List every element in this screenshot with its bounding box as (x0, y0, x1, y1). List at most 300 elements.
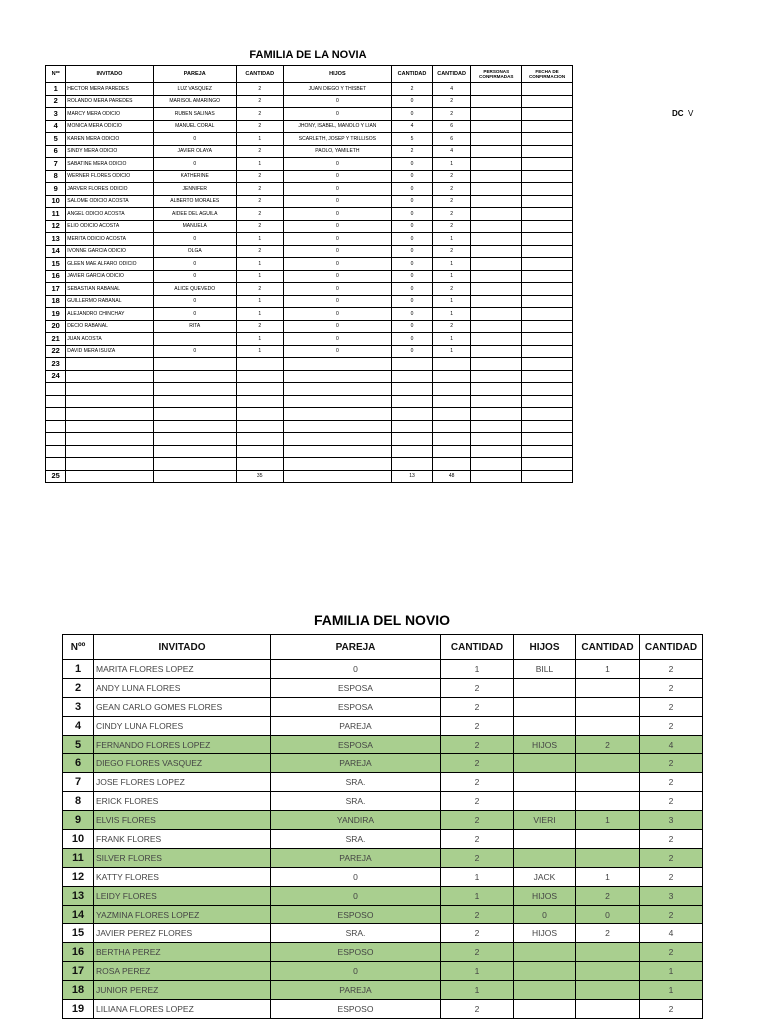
table-row (46, 133, 573, 146)
cell-cantidad: 2 (236, 145, 283, 158)
table-row (63, 811, 703, 830)
cell-fecha-confirmacion (522, 283, 573, 296)
cell-number: 4 (46, 120, 66, 133)
cell-cantidad: 2 (441, 678, 514, 697)
cell-invitado: JARVER FLORES ODICIO (66, 183, 153, 196)
table-row (46, 458, 573, 471)
cell-pareja (153, 458, 236, 471)
cell-fecha-confirmacion (522, 470, 573, 483)
table-row (63, 716, 703, 735)
cell-cantidad: 1 (441, 962, 514, 981)
cell-cantidad-2: 1 (576, 811, 640, 830)
header-cantidad-3: CANTIDAD (432, 66, 471, 83)
table-row (46, 120, 573, 133)
header-hijos: HIJOS (283, 66, 392, 83)
cell-cantidad-3: 1 (640, 962, 703, 981)
cell-pareja: 0 (153, 158, 236, 171)
cell-hijos (283, 370, 392, 383)
cell-cantidad-2 (392, 395, 433, 408)
cell-hijos (514, 754, 576, 773)
cell-number: 18 (46, 295, 66, 308)
cell-cantidad: 2 (236, 95, 283, 108)
cell-pareja: PAREJA (271, 716, 441, 735)
table-row (46, 320, 573, 333)
cell-cantidad: 1 (236, 333, 283, 346)
cell-invitado: JUNIOR PEREZ (94, 981, 271, 1000)
cell-cantidad-3: 1 (432, 233, 471, 246)
cell-invitado: JAVIER PEREZ FLORES (94, 924, 271, 943)
cell-invitado: GEAN CARLO GOMES FLORES (94, 697, 271, 716)
cell-pareja: 0 (271, 886, 441, 905)
table-row (63, 886, 703, 905)
cell-cantidad-2 (576, 848, 640, 867)
cell-number: 10 (46, 195, 66, 208)
side-note (672, 109, 693, 118)
cell-cantidad-2 (392, 383, 433, 396)
cell-fecha-confirmacion (522, 183, 573, 196)
cell-invitado: DIEGO FLORES VASQUEZ (94, 754, 271, 773)
cell-cantidad: 2 (441, 943, 514, 962)
cell-fecha-confirmacion (522, 245, 573, 258)
table-row (46, 233, 573, 246)
cell-fecha-confirmacion (522, 120, 573, 133)
cell-pareja: ALICE QUEVEDO (153, 283, 236, 296)
cell-cantidad: 1 (441, 660, 514, 679)
cell-invitado: JOSE FLORES LOPEZ (94, 773, 271, 792)
cell-invitado: BERTHA PEREZ (94, 943, 271, 962)
table-row (63, 867, 703, 886)
cell-cantidad: 1 (236, 295, 283, 308)
cell-pareja: ESPOSO (271, 1000, 441, 1019)
cell-cantidad-2: 1 (576, 660, 640, 679)
cell-number: 12 (63, 867, 94, 886)
cell-fecha-confirmacion (522, 433, 573, 446)
cell-invitado: CINDY LUNA FLORES (94, 716, 271, 735)
table-row (46, 83, 573, 96)
cell-cantidad: 2 (441, 735, 514, 754)
cell-cantidad-2 (576, 943, 640, 962)
cell-personas-confirmadas (471, 270, 522, 283)
cell-cantidad: 1 (441, 867, 514, 886)
table-row (63, 905, 703, 924)
cell-fecha-confirmacion (522, 333, 573, 346)
cell-cantidad (236, 433, 283, 446)
cell-personas-confirmadas (471, 420, 522, 433)
cell-personas-confirmadas (471, 445, 522, 458)
cell-number: 1 (63, 660, 94, 679)
cell-cantidad: 2 (236, 83, 283, 96)
cell-invitado: ANDY LUNA FLORES (94, 678, 271, 697)
cell-cantidad-3: 2 (640, 678, 703, 697)
cell-personas-confirmadas (471, 158, 522, 171)
cell-pareja: 0 (153, 133, 236, 146)
cell-personas-confirmadas (471, 170, 522, 183)
cell-cantidad-2 (392, 358, 433, 371)
cell-cantidad-3: 3 (640, 886, 703, 905)
cell-personas-confirmadas (471, 408, 522, 421)
bride-table-title: FAMILIA DE LA NOVIA (249, 49, 367, 61)
cell-fecha-confirmacion (522, 233, 573, 246)
cell-cantidad: 2 (236, 195, 283, 208)
table-row (46, 108, 573, 121)
cell-invitado: IVONNE GARCIA ODICIO (66, 245, 153, 258)
cell-personas-confirmadas (471, 108, 522, 121)
cell-personas-confirmadas (471, 195, 522, 208)
cell-personas-confirmadas (471, 145, 522, 158)
header-cantidad-2: CANTIDAD (392, 66, 433, 83)
cell-cantidad: 1 (236, 345, 283, 358)
cell-invitado (66, 408, 153, 421)
groom-table-body (63, 660, 703, 1019)
cell-cantidad-3: 2 (432, 195, 471, 208)
cell-cantidad-2 (576, 773, 640, 792)
cell-cantidad-2 (576, 981, 640, 1000)
cell-cantidad-3: 4 (640, 735, 703, 754)
cell-invitado: KAREN MERA ODICIO (66, 133, 153, 146)
cell-pareja: 0 (271, 660, 441, 679)
groom-guest-table (62, 634, 703, 1019)
cell-number: 13 (46, 233, 66, 246)
cell-cantidad-3: 4 (640, 924, 703, 943)
cell-cantidad-2: 0 (392, 183, 433, 196)
cell-cantidad-3: 1 (640, 981, 703, 1000)
cell-fecha-confirmacion (522, 108, 573, 121)
cell-hijos: JUAN DIEGO Y THISBET (283, 83, 392, 96)
cell-hijos (283, 383, 392, 396)
cell-cantidad-2: 2 (576, 735, 640, 754)
table-row (63, 678, 703, 697)
cell-invitado: GUILLERMO RABANAL (66, 295, 153, 308)
cell-cantidad (236, 408, 283, 421)
cell-invitado: ROLANDO MERA PAREDES (66, 95, 153, 108)
cell-cantidad: 2 (236, 245, 283, 258)
cell-pareja (153, 358, 236, 371)
table-row (46, 208, 573, 221)
cell-cantidad-3 (432, 395, 471, 408)
cell-hijos: 0 (283, 233, 392, 246)
table-row (63, 943, 703, 962)
cell-cantidad: 2 (236, 283, 283, 296)
cell-number: 15 (63, 924, 94, 943)
cell-number: 2 (63, 678, 94, 697)
cell-number: 7 (63, 773, 94, 792)
cell-pareja (153, 395, 236, 408)
cell-cantidad-3 (432, 370, 471, 383)
cell-hijos (514, 678, 576, 697)
cell-cantidad: 2 (236, 120, 283, 133)
cell-cantidad: 2 (441, 773, 514, 792)
cell-pareja: 0 (153, 233, 236, 246)
cell-cantidad-3: 2 (640, 848, 703, 867)
cell-cantidad-3: 6 (432, 133, 471, 146)
cell-cantidad: 2 (441, 697, 514, 716)
cell-pareja: KATHERINE (153, 170, 236, 183)
cell-cantidad-3: 2 (432, 245, 471, 258)
cell-number (46, 383, 66, 396)
header-personas-confirmadas: PERSONAS CONFIRMADAS (471, 66, 522, 83)
cell-pareja: 0 (153, 258, 236, 271)
cell-fecha-confirmacion (522, 395, 573, 408)
cell-cantidad-2 (576, 716, 640, 735)
cell-cantidad-2 (392, 458, 433, 471)
cell-number: 22 (46, 345, 66, 358)
cell-hijos: 0 (283, 345, 392, 358)
cell-number: 18 (63, 981, 94, 1000)
cell-number (46, 395, 66, 408)
cell-cantidad-2: 0 (392, 220, 433, 233)
cell-hijos (283, 420, 392, 433)
cell-number: 14 (63, 905, 94, 924)
cell-pareja: JENNIFER (153, 183, 236, 196)
header-cantidad-2: CANTIDAD (576, 635, 640, 660)
cell-hijos (514, 943, 576, 962)
cell-pareja: ESPOSA (271, 678, 441, 697)
cell-cantidad: 2 (441, 811, 514, 830)
cell-hijos: 0 (283, 208, 392, 221)
table-row (46, 183, 573, 196)
table-row (63, 830, 703, 849)
cell-pareja (153, 370, 236, 383)
header-fecha-confirmacion: FECHA DE CONFIRMACION (522, 66, 573, 83)
cell-cantidad-2 (392, 420, 433, 433)
header-cantidad-3: CANTIDAD (640, 635, 703, 660)
cell-cantidad-3: 2 (640, 773, 703, 792)
cell-pareja: MARISOL AMARINGO (153, 95, 236, 108)
table-row (63, 773, 703, 792)
cell-personas-confirmadas (471, 395, 522, 408)
cell-cantidad-2: 2 (576, 924, 640, 943)
cell-cantidad-2: 0 (392, 95, 433, 108)
cell-cantidad-3 (432, 383, 471, 396)
cell-pareja: JAVIER OLAYA (153, 145, 236, 158)
table-row (46, 145, 573, 158)
cell-fecha-confirmacion (522, 320, 573, 333)
cell-cantidad: 1 (236, 233, 283, 246)
cell-number: 23 (46, 358, 66, 371)
cell-cantidad-2: 0 (576, 905, 640, 924)
cell-invitado (66, 420, 153, 433)
cell-hijos (514, 830, 576, 849)
cell-hijos: HIJOS (514, 886, 576, 905)
cell-cantidad-3: 2 (432, 108, 471, 121)
cell-cantidad-3: 48 (432, 470, 471, 483)
cell-personas-confirmadas (471, 320, 522, 333)
cell-invitado: HECTOR MERA PAREDES (66, 83, 153, 96)
cell-invitado: ELIO ODICIO ACOSTA (66, 220, 153, 233)
cell-fecha-confirmacion (522, 95, 573, 108)
cell-hijos (283, 470, 392, 483)
cell-cantidad-2 (576, 697, 640, 716)
cell-cantidad: 2 (236, 108, 283, 121)
cell-cantidad-3 (432, 445, 471, 458)
cell-personas-confirmadas (471, 83, 522, 96)
cell-cantidad-3: 6 (432, 120, 471, 133)
cell-cantidad-3 (432, 420, 471, 433)
header-number: Nºº (63, 635, 94, 660)
cell-cantidad (236, 370, 283, 383)
cell-fecha-confirmacion (522, 258, 573, 271)
table-row (46, 158, 573, 171)
cell-fecha-confirmacion (522, 408, 573, 421)
cell-invitado: ROSA PEREZ (94, 962, 271, 981)
cell-cantidad-2 (392, 445, 433, 458)
cell-personas-confirmadas (471, 133, 522, 146)
cell-cantidad-2 (576, 962, 640, 981)
cell-number: 16 (46, 270, 66, 283)
cell-number: 17 (63, 962, 94, 981)
cell-cantidad-3: 2 (640, 697, 703, 716)
cell-cantidad-2 (392, 433, 433, 446)
cell-pareja: PAREJA (271, 848, 441, 867)
cell-number: 17 (46, 283, 66, 296)
cell-personas-confirmadas (471, 433, 522, 446)
cell-cantidad: 2 (441, 754, 514, 773)
cell-personas-confirmadas (471, 470, 522, 483)
cell-fecha-confirmacion (522, 295, 573, 308)
cell-hijos (283, 395, 392, 408)
cell-invitado: WERNER FLORES ODICIO (66, 170, 153, 183)
cell-hijos: 0 (283, 270, 392, 283)
cell-cantidad-3: 2 (640, 792, 703, 811)
header-hijos: HIJOS (514, 635, 576, 660)
cell-number: 6 (63, 754, 94, 773)
table-row (46, 345, 573, 358)
cell-hijos (283, 358, 392, 371)
table-row (46, 445, 573, 458)
cell-pareja: 0 (153, 270, 236, 283)
cell-cantidad: 1 (441, 981, 514, 1000)
cell-fecha-confirmacion (522, 158, 573, 171)
cell-hijos (514, 773, 576, 792)
cell-hijos: 0 (283, 195, 392, 208)
cell-cantidad-3: 2 (640, 754, 703, 773)
cell-cantidad: 2 (441, 792, 514, 811)
table-row (46, 433, 573, 446)
groom-header-row (63, 635, 703, 660)
cell-cantidad-2: 5 (392, 133, 433, 146)
cell-number (46, 433, 66, 446)
cell-personas-confirmadas (471, 283, 522, 296)
cell-hijos: JACK (514, 867, 576, 886)
cell-invitado: GLEEN MAE ALFARO ODICIO (66, 258, 153, 271)
cell-hijos: HIJOS (514, 735, 576, 754)
cell-pareja: PAREJA (271, 754, 441, 773)
cell-cantidad-2: 0 (392, 258, 433, 271)
cell-invitado: DAVID MERA ISUIZA (66, 345, 153, 358)
cell-number: 4 (63, 716, 94, 735)
table-row (63, 735, 703, 754)
cell-pareja: YANDIRA (271, 811, 441, 830)
cell-invitado: SALOME ODICIO ACOSTA (66, 195, 153, 208)
cell-cantidad-3: 2 (640, 716, 703, 735)
cell-fecha-confirmacion (522, 220, 573, 233)
cell-fecha-confirmacion (522, 420, 573, 433)
cell-fecha-confirmacion (522, 345, 573, 358)
cell-number (46, 458, 66, 471)
cell-invitado (66, 370, 153, 383)
cell-fecha-confirmacion (522, 383, 573, 396)
cell-number: 19 (46, 308, 66, 321)
table-row (63, 962, 703, 981)
table-row (46, 283, 573, 296)
cell-cantidad-3: 2 (432, 95, 471, 108)
cell-cantidad: 1 (441, 886, 514, 905)
cell-cantidad-3: 1 (432, 345, 471, 358)
cell-cantidad-2: 0 (392, 295, 433, 308)
cell-cantidad-3 (432, 458, 471, 471)
cell-cantidad-2: 0 (392, 308, 433, 321)
table-row (63, 1000, 703, 1019)
cell-invitado (66, 458, 153, 471)
cell-invitado (66, 395, 153, 408)
cell-pareja (153, 433, 236, 446)
cell-pareja (153, 420, 236, 433)
cell-cantidad: 2 (441, 924, 514, 943)
cell-number: 20 (46, 320, 66, 333)
cell-hijos (283, 458, 392, 471)
cell-hijos (514, 962, 576, 981)
table-row (46, 383, 573, 396)
cell-hijos (514, 1000, 576, 1019)
cell-pareja (153, 333, 236, 346)
cell-cantidad-2: 0 (392, 320, 433, 333)
cell-pareja: ESPOSO (271, 905, 441, 924)
cell-cantidad-2: 0 (392, 233, 433, 246)
cell-cantidad (236, 458, 283, 471)
cell-number: 5 (63, 735, 94, 754)
cell-hijos (514, 981, 576, 1000)
cell-cantidad-3: 1 (432, 333, 471, 346)
cell-fecha-confirmacion (522, 83, 573, 96)
cell-invitado (66, 445, 153, 458)
table-row (46, 408, 573, 421)
cell-pareja: LUZ VASQUEZ (153, 83, 236, 96)
cell-invitado: KATTY FLORES (94, 867, 271, 886)
cell-cantidad: 2 (441, 830, 514, 849)
groom-table-title: FAMILIA DEL NOVIO (313, 612, 451, 628)
cell-pareja: SRA. (271, 924, 441, 943)
cell-pareja: MANUELA (153, 220, 236, 233)
cell-hijos: 0 (514, 905, 576, 924)
cell-cantidad-2: 0 (392, 283, 433, 296)
cell-hijos: BILL (514, 660, 576, 679)
cell-number: 8 (46, 170, 66, 183)
cell-fecha-confirmacion (522, 308, 573, 321)
header-cantidad: CANTIDAD (441, 635, 514, 660)
cell-pareja: 0 (153, 295, 236, 308)
cell-cantidad-2 (576, 754, 640, 773)
cell-invitado: LEIDY FLORES (94, 886, 271, 905)
cell-fecha-confirmacion (522, 458, 573, 471)
table-row (46, 270, 573, 283)
cell-cantidad: 2 (441, 1000, 514, 1019)
cell-cantidad-2: 13 (392, 470, 433, 483)
cell-number: 21 (46, 333, 66, 346)
cell-hijos (514, 697, 576, 716)
cell-personas-confirmadas (471, 333, 522, 346)
table-row (46, 258, 573, 271)
table-row (63, 981, 703, 1000)
cell-invitado: SABATINE MERA ODICIO (66, 158, 153, 171)
cell-cantidad: 35 (236, 470, 283, 483)
cell-invitado: FRANK FLORES (94, 830, 271, 849)
cell-cantidad-3: 2 (640, 867, 703, 886)
cell-invitado: FERNANDO FLORES LOPEZ (94, 735, 271, 754)
table-row (46, 220, 573, 233)
cell-cantidad-3: 1 (432, 270, 471, 283)
cell-personas-confirmadas (471, 220, 522, 233)
cell-personas-confirmadas (471, 120, 522, 133)
